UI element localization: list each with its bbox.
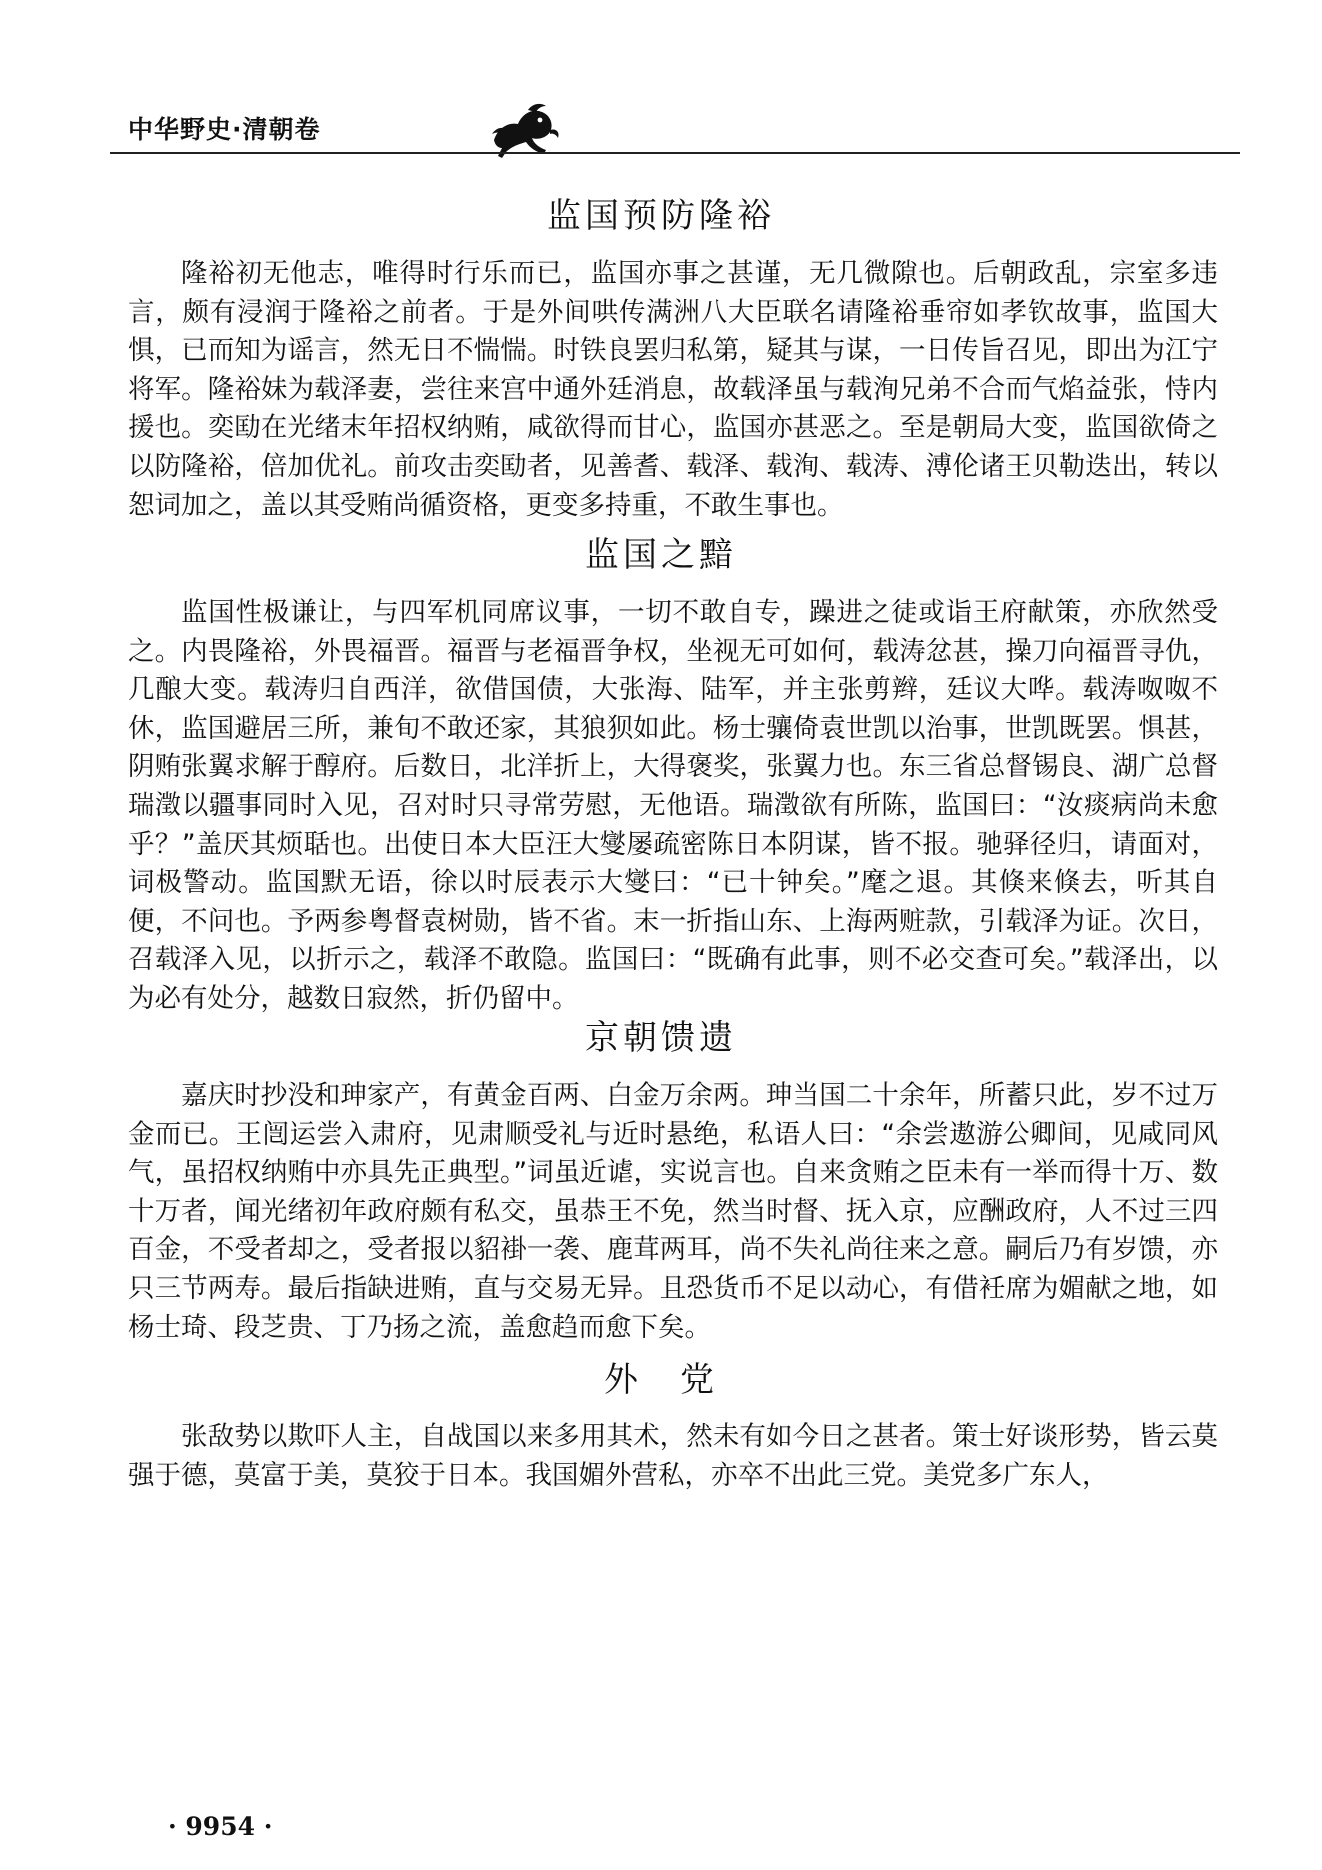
header-rule <box>110 152 1240 154</box>
section-paragraph: 张敌势以欺吓人主，自战国以来多用其术，然未有如今日之甚者。策士好谈形势，皆云莫强于德，莫富于美，莫狡于日本。我国媚外营私，亦卒不出此三党。美党多广东人， <box>128 1421 1218 1491</box>
section-title: 监国之黯 <box>585 535 737 575</box>
section-title: 京朝馈遗 <box>585 1018 737 1058</box>
book-title: 中华野史·清朝卷 <box>128 115 321 144</box>
section-paragraph: 监国性极谦让，与四军机同席议事，一切不敢自专，躁进之徒或诣王府献策，亦欣然受之。内畏隆裕，外畏福晋。福晋与老福晋争权，坐视无可如何，载涛忿甚，操刀向福晋寻仇，几酿大变。载涛归自西洋，欲借国债，大张海、陆军，并主张剪辫，廷议大哗。载涛呶呶不休，监国避居三所，兼旬不敢还家，其狼狈如此。杨士骧倚袁世凯以治事，世凯既罢。惧甚，阴贿张翼求解于醇府。后数日，北洋折上，大得褒奖，张翼力也。东三省总督锡良、湖广总督瑞澂以疆事同时入见，召对时只寻常劳慰，无他语。瑞澂欲有所陈，监国曰：“汝痰病尚未愈乎？”盖厌其烦聒也。出使日本大臣汪大燮屡疏密陈日本阴谋，皆不报。驰驿径归，请面对，词极警动。监国默无语，徐以时辰表示大燮曰：“已十钟矣。”麾之退。其倏来倏去，听其自便，不问也。予两参粤督袁树勋，皆不省。末一折指山东、上海两赃款，引载泽为证。次日，召载泽入见，以折示之，载泽不敢隐。监国曰：“既确有此事，则不必交查可矣。”载泽出，以为必有处分，越数日寂然，折仍留中。 <box>128 597 1218 1014</box>
section-paragraph: 嘉庆时抄没和珅家产，有黄金百两、白金万余两。珅当国二十余年，所蓄只此，岁不过万金而已。王闿运尝入肃府，见肃顺受礼与近时悬绝，私语人曰：“余尝遨游公卿间，见咸同风气，虽招权纳贿中亦具先正典型。”词虽近谑，实说言也。自来贪贿之臣未有一举而得十万、数十万者，闻光绪初年政府颇有私交，虽恭王不免，然当时督、抚入京，应酬政府，人不过三四百金，不受者却之，受者报以貂褂一袭、鹿茸两耳，尚不失礼尚往来之意。嗣后乃有岁馈，亦只三节两寿。最后指缺进贿，直与交易无异。且恐货币不足以动心，有借衽席为媚献之地，如杨士琦、段芝贵、丁乃扬之流，盖愈趋而愈下矣。 <box>128 1080 1218 1343</box>
page-number: · 9954 · <box>168 1812 273 1841</box>
section-title: 监国预防隆裕 <box>547 196 775 236</box>
section-paragraph: 隆裕初无他志，唯得时行乐而已，监国亦事之甚谨，无几微隙也。后朝政乱，宗室多违言，颇有浸润于隆裕之前者。于是外间哄传满洲八大臣联名请隆裕垂帘如孝钦故事，监国大惧，已而知为谣言，然无日不惴惴。时铁良罢归私第，疑其与谋，一日传旨召见，即出为江宁将军。隆裕妹为载泽妻，尝往来宫中通外廷消息，故载泽虽与载洵兄弟不合而气焰益张，恃内援也。奕劻在光绪末年招权纳贿，咸欲得而甘心，监国亦甚恶之。至是朝局大变，监国欲倚之以防隆裕，倍加优礼。前攻击奕劻者，见善耆、载泽、载洵、载涛、溥伦诸王贝勒迭出，转以恕词加之，盖以其受贿尚循资格，更变多持重，不敢生事也。 <box>128 258 1218 521</box>
section-title: 外 党 <box>604 1360 718 1400</box>
